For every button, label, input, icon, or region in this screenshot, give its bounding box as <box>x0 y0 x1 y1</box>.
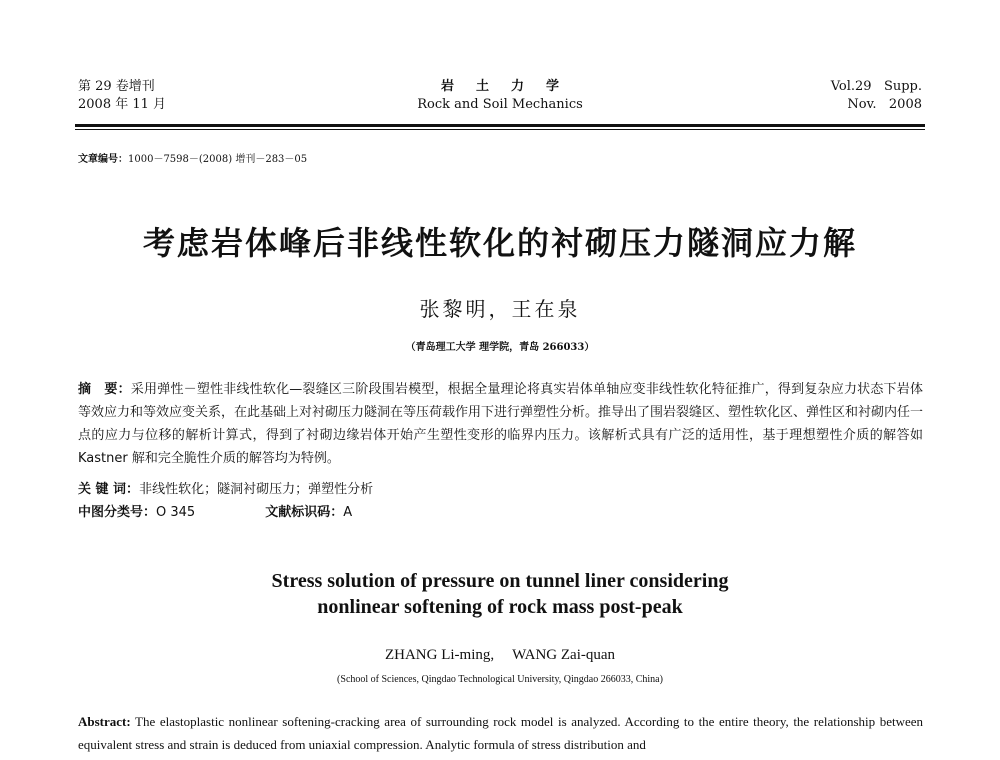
abstract-cn-label: 摘 要： <box>78 382 131 397</box>
article-number-label: 文章编号： <box>78 154 128 165</box>
author-1: ZHANG Li-ming, <box>384 647 495 663</box>
abstract-chinese <box>78 378 923 470</box>
clc-label: 中图分类号： <box>78 505 157 520</box>
abstract-en-label: Abstract: <box>78 714 131 729</box>
date-line: 2008 年 11 月 <box>78 97 167 112</box>
date-line-en: Nov. 2008 <box>847 97 922 112</box>
article-number-value: 1000－7598－(2008) 增刊－283－05 <box>128 154 308 165</box>
author-2: WANG Zai-quan <box>512 647 616 663</box>
affiliation-english: (School of Sciences, Qingdao Technological University, Qingdao 266033, China) <box>337 674 663 685</box>
title-chinese: 考虑岩体峰后非线性软化的衬砌压力隧洞应力解 <box>142 224 857 262</box>
title-en-line1: Stress solution of pressure on tunnel liner considering <box>271 570 729 592</box>
title-en-line2: nonlinear softening of rock mass post-peak <box>317 596 683 618</box>
journal-name-cn: 岩土力学 <box>440 79 581 94</box>
title-english <box>100 568 900 620</box>
abstract-cn-text: 采用弹性－塑性非线性软化—裂缝区三阶段围岩模型，根据全量理论将真实岩体单轴应变非线性软化特征推广，得到复杂应力状态下岩体等效应力和等效应变关系，在此基础上对衬砌压力隧洞在等压荷载作用下进行弹塑性分析。推导出了围岩裂缝区、塑性软化区、弹性区和衬砌内任一点的应力与位移的解析计算式，得到了衬砌边缘岩体开始产生塑性变形的临界内压力。该解析式具有广泛的适用性，基于理想塑性介质的解答如 Kastner 解和完全脆性介质的解答均为特例。 <box>78 382 924 466</box>
volume-line-en: Vol.29 Supp. <box>830 79 922 94</box>
classification-line <box>78 501 352 520</box>
abstract-english <box>78 710 923 756</box>
article-number <box>78 150 307 165</box>
header-rule-thin <box>75 129 925 130</box>
abstract-en-text: The elastoplastic nonlinear softening-cracking area of surrounding rock model is analyzed. According to the entire theory, the relationship between equivalent stress and strain is deduced from uniaxial compression. Analytic formula of stress distribution and <box>78 714 924 752</box>
journal-volume-info <box>78 78 166 114</box>
affiliation-chinese: （青岛理工大学 理学院，青岛 266033） <box>405 342 595 353</box>
header-rule-thick <box>75 124 925 127</box>
authors-chinese: 张黎明，王在泉 <box>419 297 581 321</box>
clc-value: O 345 <box>156 505 196 520</box>
journal-name-en: Rock and Soil Mechanics <box>417 97 583 112</box>
keywords-text: 非线性软化；隧洞衬砌压力；弹塑性分析 <box>139 482 374 497</box>
authors-english <box>0 647 1000 664</box>
keywords-label: 关 键 词： <box>78 482 140 497</box>
keywords-chinese <box>78 478 373 497</box>
journal-volume-info-en <box>831 78 922 114</box>
journal-name <box>350 78 650 114</box>
doc-code-label: 文献标识码： <box>265 505 344 520</box>
volume-line: 第 29 卷增刊 <box>78 79 155 94</box>
doc-code-value: A <box>343 505 353 520</box>
